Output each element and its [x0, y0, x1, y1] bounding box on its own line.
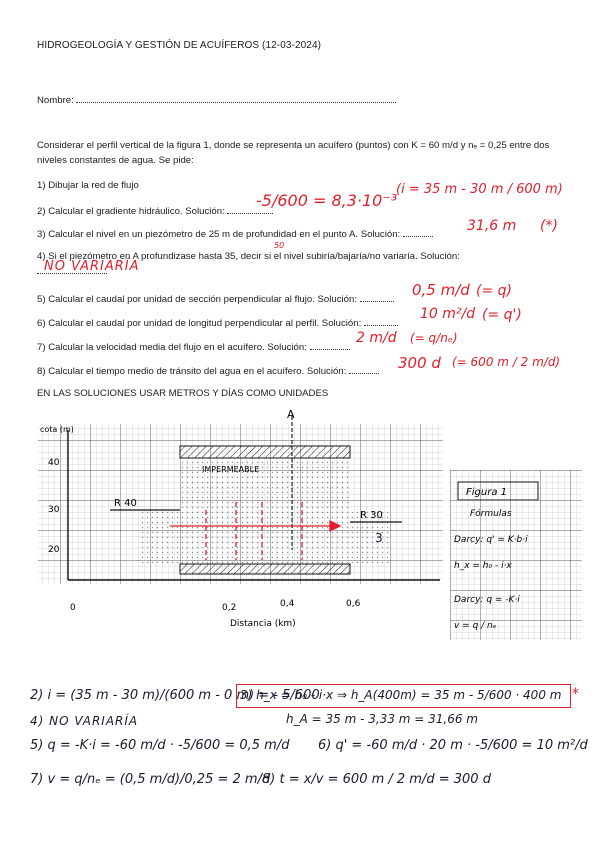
answer-8: 300 d — [398, 354, 441, 372]
side-formula-3: Darcy: q = -K·i — [454, 595, 520, 605]
x-tick-0-6: 0,6 — [346, 599, 361, 609]
aquifer-left-connection — [140, 510, 180, 564]
x-tick-0-4: 0,4 — [280, 599, 295, 609]
work-line-2: 2) i = (35 m - 30 m)/(600 m - 0 m) = - 5/600 — [30, 688, 320, 703]
name-blank[interactable] — [76, 92, 396, 103]
answer-4: NO VARIARÍA — [44, 259, 140, 274]
answer-6: 10 m²/d — [420, 306, 476, 322]
question-2-text: 2) Calcular el gradiente hidráulico. Solución: — [37, 206, 225, 217]
side-formula-1: Darcy: q' = K·b·i — [454, 535, 528, 545]
y-tick-40: 40 — [48, 458, 60, 468]
question-5 — [37, 292, 394, 306]
question-2 — [37, 204, 273, 218]
question-8 — [37, 364, 379, 378]
side-formula-4: v = q / nₑ — [454, 621, 497, 631]
work-line-6: 6) q' = -60 m/d · 20 m · -5/600 = 10 m²/d — [318, 738, 588, 753]
impermeable-layer — [180, 446, 350, 458]
work-line-7: 7) v = q/nₑ = (0,5 m/d)/0,25 = 2 m/d — [30, 772, 271, 787]
work-line-3-mark: * — [572, 686, 579, 702]
answer-3: 31,6 m — [467, 218, 517, 234]
question-6-blank[interactable] — [364, 316, 398, 326]
question-1: 1) Dibujar la red de flujo — [37, 180, 139, 191]
work-line-8: 8) t = x/v = 600 m / 2 m/d = 300 d — [262, 772, 491, 787]
side-formula-2: h_x = h₀ - i·x — [454, 561, 512, 571]
question-7 — [37, 340, 350, 354]
question-7-text: 7) Calcular la velocidad media del flujo en el acuífero. Solución: — [37, 342, 307, 353]
question-6 — [37, 316, 398, 330]
work-line-5: 5) q = -K·i = -60 m/d · -5/600 = 0,5 m/d — [30, 738, 290, 753]
answer-2: -5/600 = 8,3·10⁻³ — [256, 191, 398, 210]
answer-7: 2 m/d — [356, 330, 397, 346]
question-7-blank[interactable] — [310, 340, 350, 350]
question-5-text: 5) Calcular el caudal por unidad de sección perpendicular al flujo. Solución: — [37, 294, 357, 305]
question-4: 4) Si el piezómetro en A profundizase hasta 35, decir si el nivel subiría/bajaría/no variaría. Solución: — [37, 251, 460, 262]
right-level-label: R 30 — [360, 510, 383, 521]
aquifer-figure — [30, 410, 585, 642]
name-label: Nombre: — [37, 95, 74, 106]
y-tick-30: 30 — [48, 505, 60, 515]
name-field — [37, 92, 417, 107]
y-axis-label: cota (m) — [40, 425, 74, 434]
question-3 — [37, 227, 433, 241]
answer-7-note: (= q/nₑ) — [410, 331, 458, 345]
exam-title: HIDROGEOLOGÍA Y GESTIÓN DE ACUÍFEROS (12-03-2024) — [37, 40, 322, 51]
work-line-4: 4) NO VARIARÍA — [30, 714, 139, 728]
impermeable-base — [180, 564, 350, 574]
answer-2-note: (i = 35 m - 30 m / 600 m) — [396, 182, 563, 197]
point-a-label: A — [287, 410, 295, 421]
y-tick-20: 20 — [48, 545, 60, 555]
x-axis-label: Distancia (km) — [230, 619, 296, 629]
work-line-3: 3) h_x = h₀ - i·x ⇒ h_A(400m) = 35 m - 5/600 · 400 m — [240, 688, 562, 702]
answer-3-note: (*) — [540, 218, 558, 234]
question-8-text: 8) Calcular el tiempo medio de tránsito del agua en el acuífero. Solución: — [37, 366, 347, 377]
question-3-blank[interactable] — [403, 227, 433, 237]
x-tick-0: 0 — [70, 603, 76, 613]
answer-8-note: (= 600 m / 2 m/d) — [452, 355, 561, 369]
answer-6-note: (= q') — [482, 307, 522, 323]
question-3-text: 3) Calcular el nivel en un piezómetro de 25 m de profundidad en el punto A. Solución: — [37, 229, 401, 240]
side-subtitle: Fórmulas — [470, 509, 512, 519]
side-title: Figura 1 — [466, 487, 507, 498]
left-level-label: R 40 — [114, 498, 137, 509]
answer-5-note: (= q) — [476, 283, 512, 299]
question-8-blank[interactable] — [349, 364, 379, 374]
problem-statement: Considerar el perfil vertical de la figura 1, donde se representa un acuífero (puntos) con K = 60 m/d y nₑ = 0,25 entre dos niveles constantes de agua. Se pide: — [37, 140, 550, 166]
units-instruction: EN LAS SOLUCIONES USAR METROS Y DÍAS COMO UNIDADES — [37, 388, 329, 399]
question-6-text: 6) Calcular el caudal por unidad de longitud perpendicular al perfil. Solución: — [37, 318, 362, 329]
answer-5: 0,5 m/d — [412, 281, 470, 299]
question-5-blank[interactable] — [360, 292, 394, 302]
answer-4-note: 50 — [274, 241, 285, 250]
section-label: 3 — [375, 531, 383, 545]
x-tick-0-2: 0,2 — [222, 603, 237, 613]
work-line-3b: h_A = 35 m - 3,33 m = 31,66 m — [286, 712, 478, 726]
